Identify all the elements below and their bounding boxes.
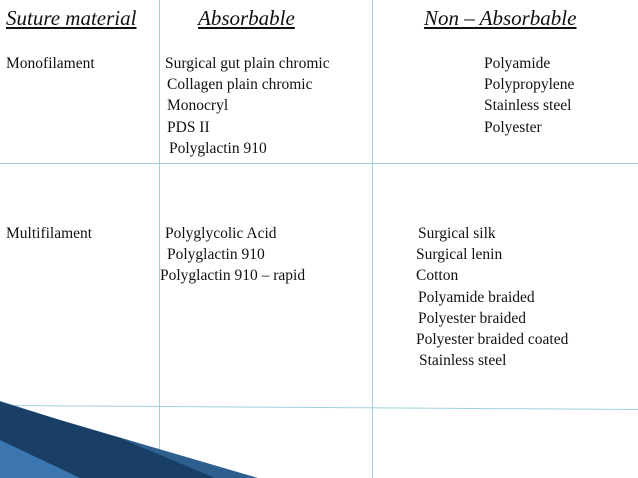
multi-non-absorbable-item: Cotton xyxy=(416,267,459,284)
multi-absorbable-item: Polyglycolic Acid xyxy=(165,225,277,242)
multi-non-absorbable-item: Surgical lenin xyxy=(416,246,503,263)
mono-absorbable-item: Monocryl xyxy=(167,97,229,114)
mono-absorbable-item: Collagen plain chromic xyxy=(167,76,313,93)
mono-non-absorbable-item: Stainless steel xyxy=(484,97,572,114)
mono-absorbable-item: Polyglactin 910 xyxy=(169,140,267,157)
multi-non-absorbable-item: Polyester braided coated xyxy=(416,331,569,348)
mono-non-absorbable-item: Polyester xyxy=(484,119,542,136)
multi-non-absorbable-item: Surgical silk xyxy=(418,225,496,242)
mono-non-absorbable-item: Polypropylene xyxy=(484,76,575,93)
mono-non-absorbable-item: Polyamide xyxy=(484,55,551,72)
row-label-monofilament: Monofilament xyxy=(6,55,95,72)
horizontal-divider-2 xyxy=(0,406,638,410)
header-non-absorbable: Non – Absorbable xyxy=(424,6,577,30)
multi-absorbable-item: Polyglactin 910 – rapid xyxy=(160,267,306,284)
multi-non-absorbable-item: Stainless steel xyxy=(419,352,507,369)
header-suture-material: Suture material xyxy=(6,6,137,30)
multi-non-absorbable-item: Polyamide braided xyxy=(418,289,535,306)
decorative-swoosh xyxy=(0,401,258,478)
mono-absorbable-item: Surgical gut plain chromic xyxy=(165,55,330,72)
row-label-multifilament: Multifilament xyxy=(6,225,93,242)
mono-absorbable-item: PDS II xyxy=(167,119,210,136)
multi-absorbable-item: Polyglactin 910 xyxy=(167,246,265,263)
header-absorbable: Absorbable xyxy=(198,6,295,30)
multi-non-absorbable-item: Polyester braided xyxy=(418,310,527,327)
